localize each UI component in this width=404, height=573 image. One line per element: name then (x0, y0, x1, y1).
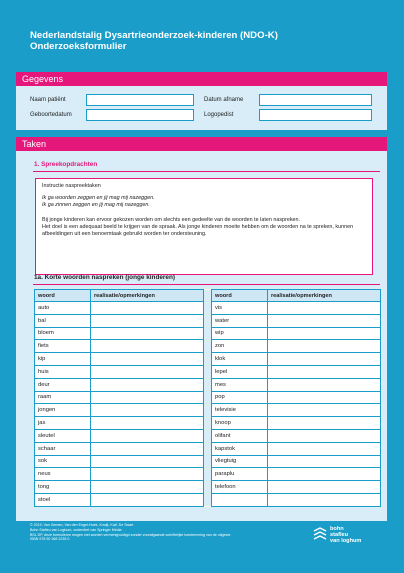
word-cell: sok (35, 455, 91, 468)
table-row (35, 365, 381, 378)
footer-line-3: BSL DP, deze formulieren mogen niet worden vermenigvuldigd zonder voorafgaande schriftelijke toestemming van de uitgever. (30, 532, 232, 537)
table-row (35, 378, 381, 391)
divider (33, 284, 380, 285)
word-table (34, 289, 381, 507)
notes-cell[interactable] (268, 353, 381, 366)
word-cell (212, 493, 268, 506)
notes-cell[interactable] (91, 391, 204, 404)
publisher-logo-icon (313, 526, 327, 542)
table-row (35, 493, 381, 506)
table-row (35, 468, 381, 481)
column-header-word: woord (35, 290, 91, 302)
publisher-logo (330, 526, 361, 544)
word-cell: stoel (35, 493, 91, 506)
table-row (35, 481, 381, 494)
geboortedatum-label: Geboortedatum (30, 112, 72, 118)
gegevens-panel (16, 86, 387, 130)
table-row (35, 340, 381, 353)
word-cell: neus (35, 468, 91, 481)
notes-cell[interactable] (268, 391, 381, 404)
instructie-box (35, 178, 373, 275)
notes-cell[interactable] (268, 327, 381, 340)
copyright-footer (30, 523, 330, 542)
document-title (30, 30, 278, 52)
table-row (35, 455, 381, 468)
word-cell: pop (212, 391, 268, 404)
notes-cell[interactable] (91, 340, 204, 353)
table-row (35, 302, 381, 315)
notes-cell[interactable] (268, 404, 381, 417)
notes-cell[interactable] (268, 429, 381, 442)
notes-cell[interactable] (91, 417, 204, 430)
word-cell: kapstok (212, 442, 268, 455)
notes-cell[interactable] (268, 481, 381, 494)
word-cell: deur (35, 378, 91, 391)
word-cell: bal (35, 314, 91, 327)
table-row (35, 353, 381, 366)
notes-cell[interactable] (91, 353, 204, 366)
table-header-row (35, 290, 381, 302)
notes-cell[interactable] (91, 302, 204, 315)
taken-header: Taken (16, 137, 387, 151)
word-cell: vliegtuig (212, 455, 268, 468)
instructie-line-2: Ik ga zinnen zeggen en jij mag mij nazeggen. (42, 202, 150, 208)
table-row (35, 314, 381, 327)
notes-cell[interactable] (91, 442, 204, 455)
word-cell: telefoon (212, 481, 268, 494)
word-cell: jongen (35, 404, 91, 417)
instructie-para-2: Het doel is een adequaat beeld te krijgen van de spraak. Als jonge kinderen moeite hebben om de woorden na te spreken, kunnen afbeeldingen uit een benoemtaak gebruikt worden ter ondersteuning. (42, 224, 354, 237)
spreekopdrachten-heading: 1. Spreekopdrachten (34, 161, 98, 168)
notes-cell[interactable] (268, 455, 381, 468)
word-cell: olifant (212, 429, 268, 442)
word-cell: water (212, 314, 268, 327)
word-cell: mes (212, 378, 268, 391)
instructie-heading: Instructie naspreektaken (42, 183, 101, 189)
notes-cell[interactable] (91, 365, 204, 378)
word-cell: wip (212, 327, 268, 340)
notes-cell[interactable] (268, 417, 381, 430)
column-header-notes: realisatie/opmerkingen (268, 290, 381, 302)
word-cell: paraplu (212, 468, 268, 481)
notes-cell[interactable] (91, 455, 204, 468)
table-row (35, 404, 381, 417)
word-cell: huis (35, 365, 91, 378)
divider (33, 171, 380, 172)
notes-cell[interactable] (268, 302, 381, 315)
word-cell: tong (35, 481, 91, 494)
word-cell: kip (35, 353, 91, 366)
naam-label: Naam patiënt (30, 97, 66, 103)
geboortedatum-field[interactable] (86, 109, 194, 121)
word-cell: klok (212, 353, 268, 366)
logopedist-label: Logopedist (204, 112, 234, 118)
word-cell: sleutel (35, 429, 91, 442)
publisher-line-1: bohn (330, 526, 344, 532)
notes-cell[interactable] (91, 327, 204, 340)
publisher-line-2: stafleu (330, 532, 349, 538)
gegevens-header: Gegevens (16, 72, 387, 86)
instructie-para-1: Bij jonge kinderen kan ervoor gekozen worden om slechts een gedeelte van de woorden te laten naspreken. (42, 217, 301, 223)
notes-cell[interactable] (268, 314, 381, 327)
logopedist-field[interactable] (259, 109, 372, 121)
table-row (35, 417, 381, 430)
footer-line-2: Bohn Stafleu van Loghum, onderdeel van Springer Media (30, 527, 122, 532)
korte-woorden-heading: 1a. Korte woorden naspreken (jonge kinderen) (34, 274, 175, 281)
notes-cell[interactable] (91, 468, 204, 481)
notes-cell[interactable] (268, 442, 381, 455)
title-line-2: Onderzoeksformulier (30, 41, 127, 52)
word-cell: bloem (35, 327, 91, 340)
notes-cell[interactable] (268, 340, 381, 353)
notes-cell[interactable] (91, 481, 204, 494)
table-row (35, 429, 381, 442)
notes-cell[interactable] (91, 378, 204, 391)
instructie-line-1: Ik ga woorden zeggen en jij mag mij nazeggen. (42, 195, 155, 201)
word-cell: televisie (212, 404, 268, 417)
naam-field[interactable] (86, 94, 194, 106)
word-cell: raam (35, 391, 91, 404)
word-cell: lepel (212, 365, 268, 378)
notes-cell[interactable] (268, 365, 381, 378)
taken-panel (16, 151, 387, 521)
footer-line-4: ISBN 978 90 368 2235 0 (30, 537, 70, 542)
word-cell: knoop (212, 417, 268, 430)
table-row (35, 391, 381, 404)
column-header-notes: realisatie/opmerkingen (91, 290, 204, 302)
publisher-line-3: van loghum (330, 538, 362, 544)
column-header-word: woord (212, 290, 268, 302)
notes-cell[interactable] (91, 314, 204, 327)
notes-cell[interactable] (268, 378, 381, 391)
footer-line-1: © 2019, Van Gemen, Van den Engel-Hoek, Knuijt, Kalf, De Swart (30, 523, 134, 527)
table-row (35, 327, 381, 340)
word-cell: auto (35, 302, 91, 315)
datum-label: Datum afname (204, 97, 244, 103)
notes-cell[interactable] (91, 404, 204, 417)
notes-cell[interactable] (268, 468, 381, 481)
word-cell: vis (212, 302, 268, 315)
datum-field[interactable] (259, 94, 372, 106)
table-row (35, 442, 381, 455)
notes-cell[interactable] (91, 429, 204, 442)
title-line-1: Nederlandstalig Dysartrieonderzoek-kinderen (NDO-K) (30, 30, 278, 41)
notes-cell[interactable] (91, 493, 204, 506)
notes-cell[interactable] (268, 493, 381, 506)
word-cell: schaar (35, 442, 91, 455)
word-cell: zon (212, 340, 268, 353)
word-cell: jas (35, 417, 91, 430)
word-cell: fiets (35, 340, 91, 353)
